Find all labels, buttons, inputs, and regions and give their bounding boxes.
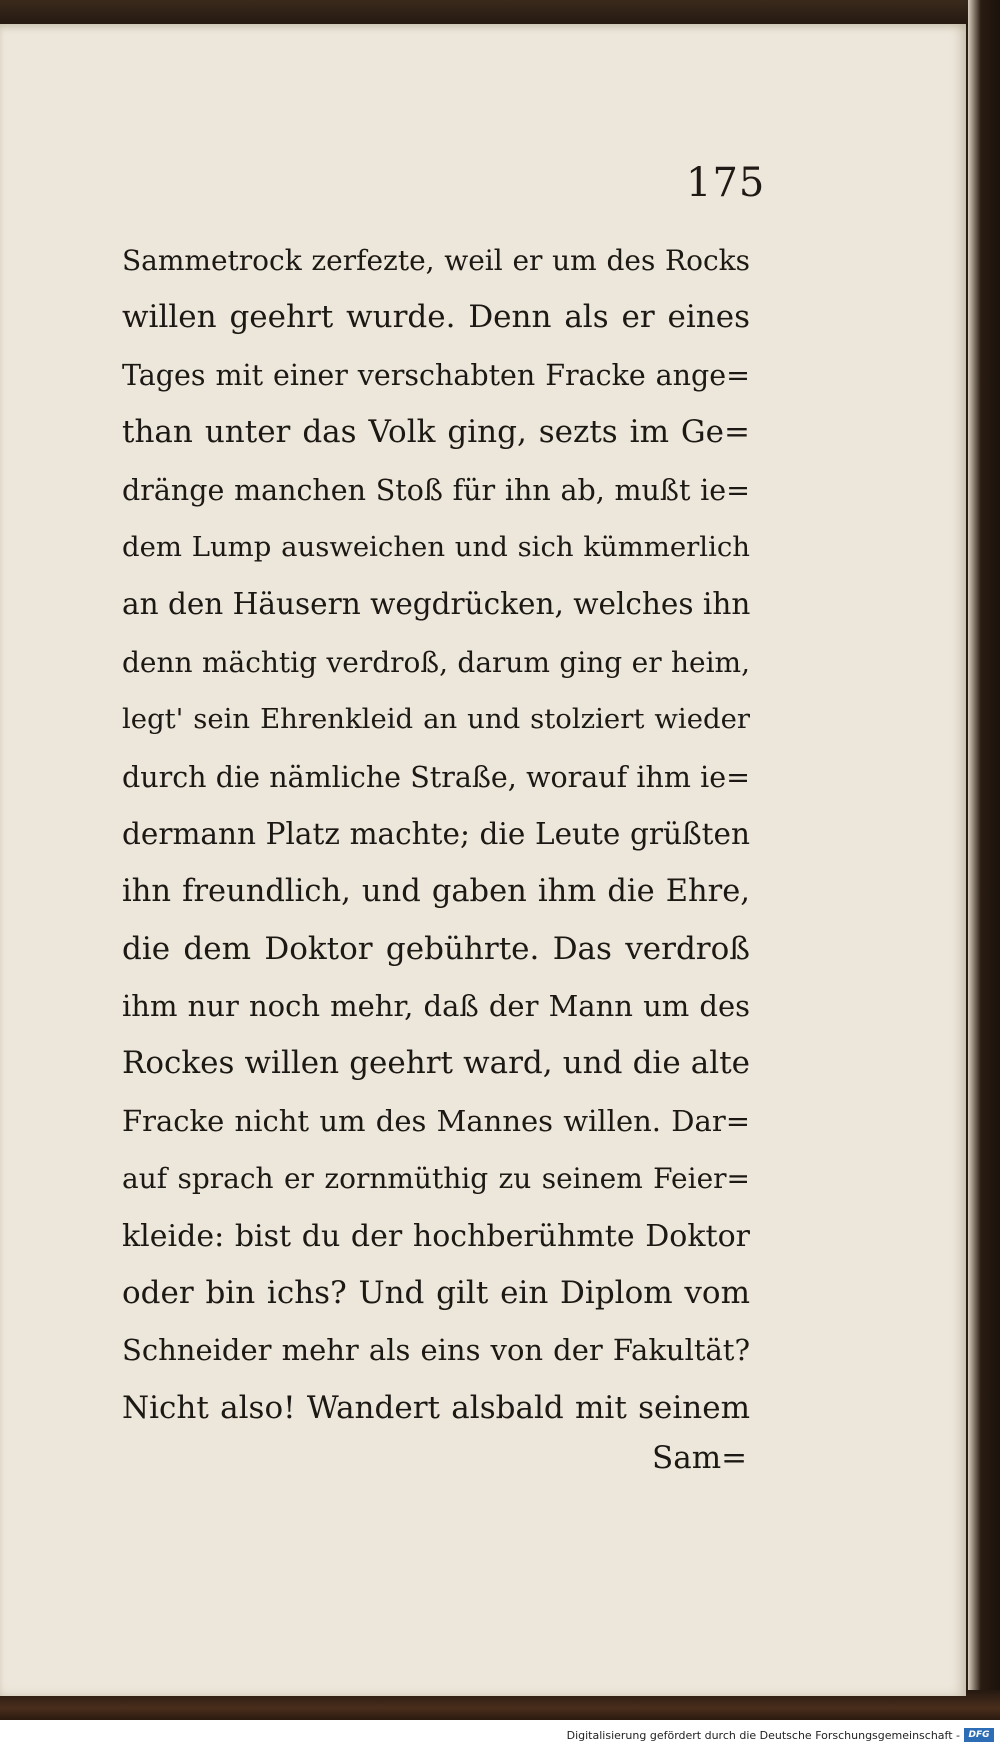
text-line: Tages mit einer verschabten Fracke ange=: [122, 358, 750, 392]
dfg-logo-icon: DFG: [964, 1728, 994, 1742]
funding-credit: Digitalisierung gefördert durch die Deutsche Forschungsgemeinschaft -: [566, 1729, 960, 1742]
digitization-footer: [0, 1722, 1000, 1752]
text-line: dränge manchen Stoß für ihn ab, mußt ie=: [122, 473, 750, 507]
text-line: dermann Platz machte; die Leute grüßten: [122, 816, 750, 851]
text-line: Nicht also! Wandert alsbald mit seinem: [122, 1389, 750, 1426]
text-line: dem Lump ausweichen und sich kümmerlich: [122, 530, 750, 563]
text-line: Schneider mehr als eins von der Fakultät?: [122, 1333, 750, 1368]
text-line: Rockes willen geehrt ward, und die alte: [122, 1045, 750, 1082]
text-line: Fracke nicht um des Mannes willen. Dar=: [122, 1103, 750, 1138]
text-line: auf sprach er zornmüthig zu seinem Feier=: [122, 1162, 750, 1196]
book-cover-top-edge: [0, 0, 1000, 26]
text-line: legt' sein Ehrenkleid an und stolziert wieder: [122, 703, 750, 736]
page-text-block: [122, 232, 750, 1437]
text-line: willen geehrt wurde. Denn als er eines: [122, 299, 750, 336]
book-cover-right-edge: [968, 0, 1000, 1720]
page-number: 175: [686, 160, 766, 206]
text-line: an den Häusern wegdrücken, welches ihn: [122, 587, 750, 622]
text-line: durch die nämliche Straße, worauf ihm ie=: [122, 760, 750, 794]
text-line: Sammetrock zerfezte, weil er um des Rocks: [122, 244, 750, 277]
text-line: denn mächtig verdroß, darum ging er heim,: [122, 645, 750, 679]
text-line: than unter das Volk ging, sezts im Ge=: [122, 414, 750, 451]
text-line: oder bin ichs? Und gilt ein Diplom vom: [122, 1275, 750, 1312]
catchword: Sam=: [652, 1440, 748, 1476]
text-line: ihn freundlich, und gaben ihm die Ehre,: [122, 874, 750, 910]
text-line: ihm nur noch mehr, daß der Mann um des: [122, 989, 750, 1024]
text-line: die dem Doktor gebührte. Das verdroß: [122, 930, 750, 967]
text-line: kleide: bist du der hochberühmte Doktor: [122, 1218, 750, 1254]
